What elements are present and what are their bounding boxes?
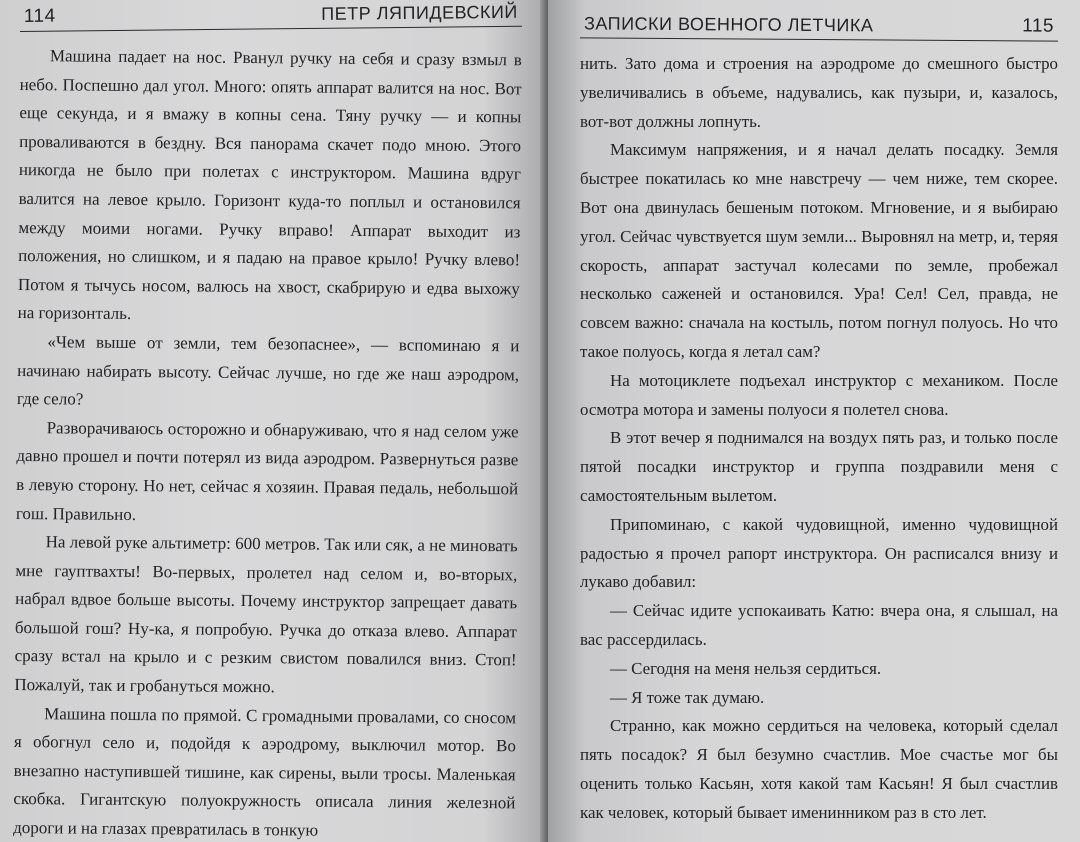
paragraph: Странно, как можно сердиться на человека, который сделал пять посадок? Я был безумно счастлив. Мое счастье мог бы оценить только Касьян, хотя какой там Касьян! Я был счастлив как человек, который бывает именинником раз в сто лет. (580, 716, 1058, 822)
paragraph: Машина падает на нос. Рванул ручку на себя и сразу взмыл в небо. Поспешно дал угол. Много: опять аппарат валится на нос. Вот еще секунда, и я вмажу в копны сена. Тяну ручку — и копны проваливаются в бездну. Вся панорама скачет подо мною. Этого никогда не было при полетах с инструктором. Машина вдруг валится на левое крыло. Горизонт куда-то поплыл и остановился между моими ногами. Ручку вправо! Аппарат выходит из положения, но слишком, и я падаю на правое крыло! Ручку влево! Потом я тычусь носом, валюсь на хвост, скабрирую и едва выхожу на горизонталь. (17, 46, 522, 324)
left-running-head: ПЕТР ЛЯПИДЕВСКИЙ (321, 1, 518, 24)
paragraph: На мотоциклете подъехал инструктор с механиком. После осмотра мотора и замены полуоси я полетел снова. (580, 370, 1058, 419)
paragraph: — Сегодня на меня нельзя сердиться. (610, 658, 882, 678)
left-page-number: 114 (23, 5, 56, 27)
paragraph: Максимум напряжения, и я начал делать посадку. Земля быстрее покатилась ко мне навстречу — чем ниже, тем скорее. Вот она двинулась бешеным потоком. Мгновение, и я выбираю угол. Сейчас чувствуется шум земли... Выровнял на метр, и, теряя скорость, аппарат застучал колесами по земле, пробежал несколько саженей и остановился. Ура! Сел! Сел, правда, не совсем важно: сначала на костыль, потом погнул полуось. Но что такое полуось, когда я летал сам? (580, 140, 1058, 361)
paragraph: Разворачиваюсь осторожно и обнаруживаю, что я над селом уже давно прошел и почти потерял из вида аэродром. Развернуться разве в левую сторону. Но нет, сейчас я хозяин. Правая педаль, небольшой гош. Правильно. (15, 417, 519, 524)
continued-paragraph: нить. Зато дома и строения на аэродроме до смешного быстро увеличивались в объеме, надувались, как пузыри, и, казалось, вот-вот должны лопнуть. (580, 54, 1058, 131)
paragraph: Машина пошла по прямой. С громадными провалами, со сносом я обогнул село и, подойдя к аэродрому, выключил мотор. Во внезапно наступившей тишине, как сирены, выли тросы. Маленькая скобка. Гигантскую полуокружность описала линия железной дороги и на глазах превратилась в тонкую (13, 703, 517, 840)
paragraph: — Сейчас идите успокаивать Катю: вчера она, я слышал, на вас рассердилась. (580, 601, 1058, 649)
paragraph: Припоминаю, с какой чудовищной, именно чудовищной радостью я прочел рапорт инструктора. Он расписался внизу и лукаво добавил: (580, 514, 1058, 592)
paragraph: На левой руке альтиметр: 600 метров. Так или сяк, а не миновать мне гауптвахты! Во-первых, пролетел над селом и, во-вторых, набрал вдвое больше высоты. Почему инструктор запрещает давать большой гош? Ну-ка, я попробую. Ручка до отказа влево. Аппарат сразу встал на крыло и с резким свистом повалился вниз. Стоп! Пожалуй, так и гробануться можно. (14, 532, 518, 697)
right-page-header (580, 12, 1058, 41)
right-page-number: 115 (1022, 15, 1055, 37)
paragraph: — Я тоже так думаю. (610, 687, 765, 707)
paragraph: «Чем выше от земли, тем безопаснее», — вспоминаю я и начинаю набирать высоту. Сейчас лучше, но где же наш аэродром, где село? (16, 332, 520, 409)
right-page (548, 0, 1080, 842)
left-page-text (13, 42, 522, 842)
right-page-text (580, 50, 1058, 828)
right-running-head: ЗАПИСКИ ВОЕННОГО ЛЕТЧИКА (583, 13, 874, 36)
left-page-header (20, 1, 522, 32)
paragraph: В этот вечер я поднимался на воздух пять раз, и только после пятой посадки инструктор и группа поздравили меня с самостоятельным вылетом. (580, 428, 1058, 505)
